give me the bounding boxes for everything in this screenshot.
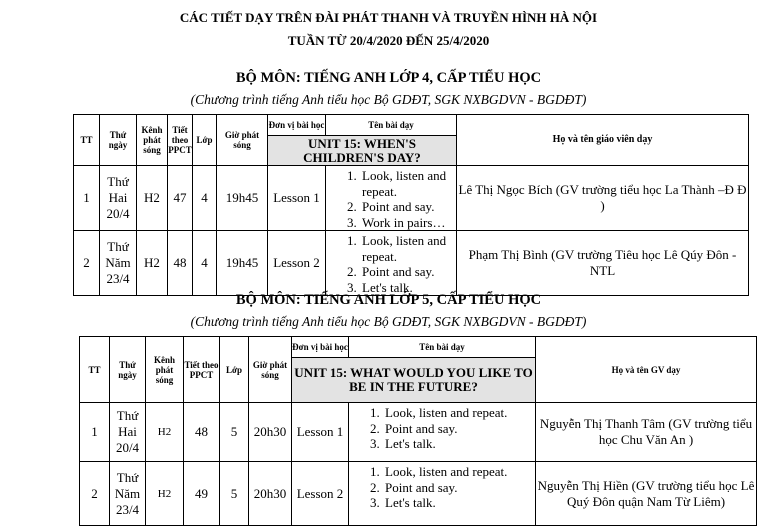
- section2-program: (Chương trình tiếng Anh tiểu học Bộ GDĐT, SGK NXBGDVN - BGDĐT): [190, 314, 587, 329]
- col-period: Tiết theo PPCT: [168, 115, 193, 166]
- row-grade: 4: [193, 166, 217, 231]
- row-time: 19h45: [217, 231, 268, 296]
- row-steps: [349, 462, 536, 526]
- col-unit: Đơn vị bài học: [268, 115, 326, 136]
- col-time: Giờ phát sóng: [249, 337, 292, 403]
- row-day: Thứ Hai 20/4: [100, 166, 137, 231]
- row-day: Thứ Năm 23/4: [100, 231, 137, 296]
- row-lesson: Lesson 2: [268, 231, 326, 296]
- row-grade: 4: [193, 231, 217, 296]
- row-day: Thứ Hai 20/4: [110, 403, 146, 462]
- row-steps: [349, 403, 536, 462]
- row-lesson: Lesson 1: [268, 166, 326, 231]
- col-time: Giờ phát sóng: [217, 115, 268, 166]
- col-channel: Kênh phát sóng: [137, 115, 168, 166]
- step-item: 2. Point and say.: [383, 421, 535, 437]
- row-time: 20h30: [249, 462, 292, 526]
- col-lesson-name: Tên bài dạy: [326, 115, 457, 136]
- row-teacher: Nguyễn Thị Thanh Tâm (GV trường tiểu học Chu Văn An ): [536, 403, 757, 462]
- step-item: 1. Look, listen and repeat.: [383, 464, 535, 480]
- row-period: 49: [184, 462, 220, 526]
- row-tt: 2: [80, 462, 110, 526]
- row-channel: H2: [137, 166, 168, 231]
- row-channel: H2: [146, 462, 184, 526]
- step-item: 3. Let's talk.: [360, 280, 456, 296]
- step-item: 2. Point and say.: [360, 199, 456, 215]
- table-row: [80, 462, 757, 526]
- week-range: TUẦN TỪ 20/4/2020 ĐẾN 25/4/2020: [287, 33, 490, 48]
- row-lesson: Lesson 2: [292, 462, 349, 526]
- col-channel: Kênh phát sóng: [146, 337, 184, 403]
- row-steps: [326, 231, 457, 296]
- document-title: CÁC TIẾT DẠY TRÊN ĐÀI PHÁT THANH VÀ TRUYỀN HÌNH HÀ NỘI: [179, 10, 598, 25]
- section1-program: (Chương trình tiếng Anh tiểu học Bộ GDĐT, SGK NXBGDVN - BGDĐT): [190, 92, 587, 107]
- col-grade: Lớp: [193, 115, 217, 166]
- table-row: [74, 231, 749, 296]
- step-item: 2. Point and say.: [383, 480, 535, 496]
- section1-heading: BỘ MÔN: TIẾNG ANH LỚP 4, CẤP TIỂU HỌC: [235, 70, 542, 86]
- row-grade: 5: [220, 462, 249, 526]
- row-tt: 2: [74, 231, 100, 296]
- table-row: [74, 166, 749, 231]
- col-day: Thứ ngày: [110, 337, 146, 403]
- step-item: 1. Look, listen and repeat.: [360, 168, 456, 199]
- unit-title: UNIT 15: WHAT WOULD YOU LIKE TO BE IN THE FUTURE?: [292, 358, 536, 403]
- row-period: 47: [168, 166, 193, 231]
- col-tt: TT: [80, 337, 110, 403]
- step-item: 3. Let's talk.: [383, 495, 535, 511]
- col-lesson-name: Tên bài dạy: [349, 337, 536, 358]
- row-steps: [326, 166, 457, 231]
- col-day: Thứ ngày: [100, 115, 137, 166]
- step-item: 3. Work in pairs…: [360, 215, 456, 231]
- col-unit: Đơn vị bài học: [292, 337, 349, 358]
- col-teacher: Họ và tên GV dạy: [536, 337, 757, 403]
- row-day: Thứ Năm 23/4: [110, 462, 146, 526]
- row-channel: H2: [146, 403, 184, 462]
- step-item: 2. Point and say.: [360, 264, 456, 280]
- schedule-table-grade5: [79, 336, 757, 526]
- row-channel: H2: [137, 231, 168, 296]
- row-time: 20h30: [249, 403, 292, 462]
- row-lesson: Lesson 1: [292, 403, 349, 462]
- section2-heading: BỘ MÔN: TIẾNG ANH LỚP 5, CẤP TIỂU HỌC: [235, 292, 542, 308]
- row-tt: 1: [74, 166, 100, 231]
- row-grade: 5: [220, 403, 249, 462]
- row-time: 19h45: [217, 166, 268, 231]
- row-period: 48: [184, 403, 220, 462]
- col-teacher: Họ và tên giáo viên dạy: [457, 115, 749, 166]
- row-tt: 1: [80, 403, 110, 462]
- schedule-table-grade4: [73, 114, 749, 296]
- table-row: [80, 403, 757, 462]
- step-item: 1. Look, listen and repeat.: [383, 405, 535, 421]
- row-period: 48: [168, 231, 193, 296]
- row-teacher: Phạm Thị Bình (GV trường Tiêu học Lê Qúy Đôn - NTL: [457, 231, 749, 296]
- col-tt: TT: [74, 115, 100, 166]
- step-item: 1. Look, listen and repeat.: [360, 233, 456, 264]
- step-item: 3. Let's talk.: [383, 436, 535, 452]
- unit-title: UNIT 15: WHEN'S CHILDREN'S DAY?: [268, 136, 457, 166]
- row-teacher: Nguyễn Thị Hiền (GV trường tiểu học Lê Quý Đôn quận Nam Từ Liêm): [536, 462, 757, 526]
- col-period: Tiết theo PPCT: [184, 337, 220, 403]
- row-teacher: Lê Thị Ngọc Bích (GV trường tiểu học La Thành –Đ Đ ): [457, 166, 749, 231]
- col-grade: Lớp: [220, 337, 249, 403]
